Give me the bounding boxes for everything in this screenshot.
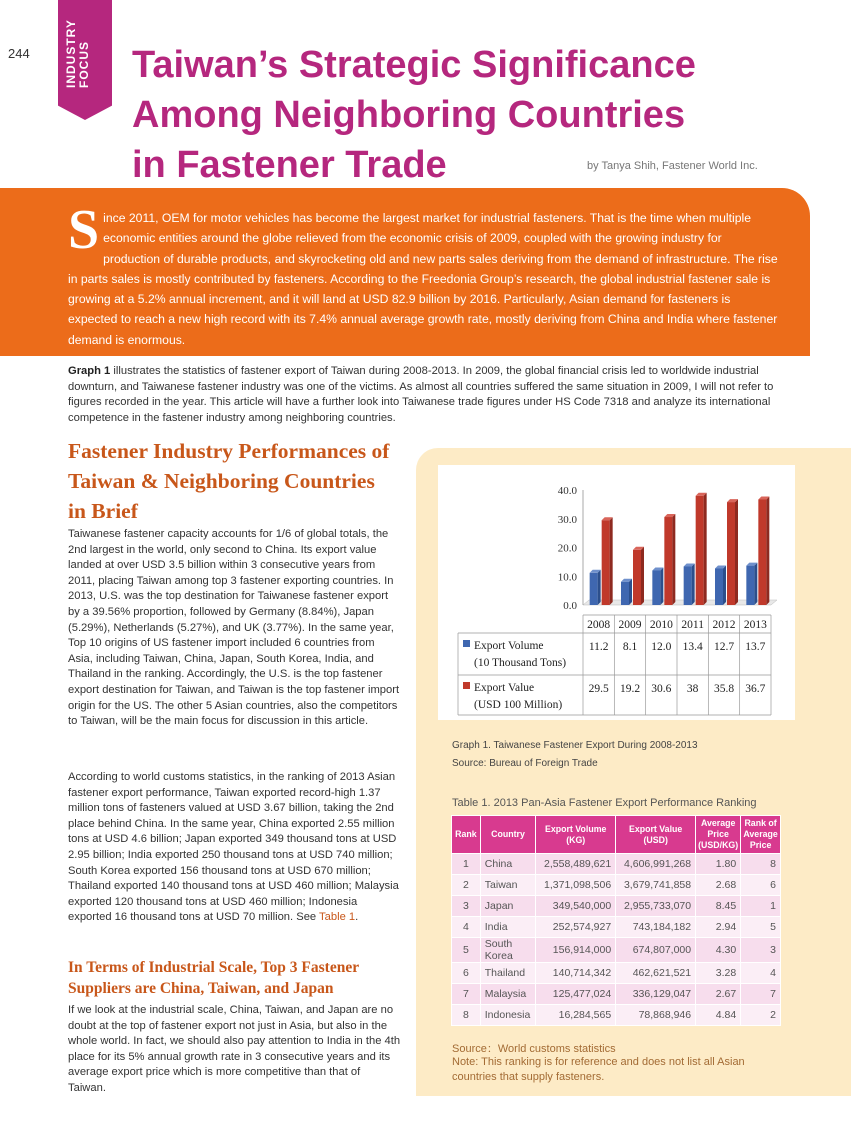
data-label: 19.2 xyxy=(619,683,641,695)
table-cell: 252,574,927 xyxy=(536,917,616,938)
x-tick-label: 2011 xyxy=(681,619,704,631)
bar xyxy=(715,568,723,605)
legend-sublabel: (10 Thousand Tons) xyxy=(474,657,567,669)
bar xyxy=(602,520,610,605)
table-cell: 2,558,489,621 xyxy=(536,854,616,875)
table-header-row xyxy=(452,816,781,854)
legend-swatch xyxy=(463,682,470,689)
data-label: 36.7 xyxy=(745,683,766,695)
table-cell: 5 xyxy=(452,938,481,963)
data-label: 12.7 xyxy=(713,641,735,653)
graph-caption: Graph 1. Taiwanese Fastener Export During 2008-2013 xyxy=(452,740,698,751)
table-cell: 1,371,098,506 xyxy=(536,875,616,896)
table-cell: 7 xyxy=(741,984,781,1005)
bar xyxy=(684,566,692,605)
section1-paragraph2 xyxy=(68,770,401,926)
table-cell: 3.28 xyxy=(696,963,741,984)
drop-cap: S xyxy=(68,199,100,261)
table-source: Source：World customs statistics xyxy=(452,1043,616,1055)
y-tick-label: 0.0 xyxy=(563,600,577,612)
table-cell: South Korea xyxy=(480,938,535,963)
title-line-1: Taiwan’s Strategic Significance xyxy=(132,44,696,86)
intro-banner-text xyxy=(68,199,778,350)
table-row xyxy=(452,875,781,896)
data-label: 13.4 xyxy=(682,641,703,653)
section1-heading: Fastener Industry Performances of Taiwan & Neighboring Countries in Brief xyxy=(68,439,390,523)
table-header-cell: Average Price (USD/KG) xyxy=(696,816,741,854)
table-cell: 8 xyxy=(741,854,781,875)
x-tick-label: 2012 xyxy=(712,619,736,631)
bar xyxy=(590,573,598,605)
table-cell: Thailand xyxy=(480,963,535,984)
bar xyxy=(696,496,704,605)
table-cell: 2,955,733,070 xyxy=(616,896,696,917)
graph-source: Source: Bureau of Foreign Trade xyxy=(452,758,598,769)
y-tick-label: 30.0 xyxy=(557,513,577,526)
section1-paragraph2-end: . xyxy=(355,911,359,924)
table-reference-link[interactable]: Table 1 xyxy=(319,911,356,924)
table-cell: 462,621,521 xyxy=(616,963,696,984)
table-cell: 2.68 xyxy=(696,875,741,896)
x-tick-label: 2013 xyxy=(743,619,767,631)
table-cell: 8.45 xyxy=(696,896,741,917)
section2-paragraph: If we look at the industrial scale, China, Taiwan, and Japan are no doubt at the top of fastener export not just in Asia, but also in the whole world. In fact, we should also pay attention to India in the 4th place for its 5% annual growth rate in 3 consecutive years and its average export price which is more competitive than that of Taiwan. xyxy=(68,1004,401,1094)
data-label: 30.6 xyxy=(651,683,672,695)
byline: by Tanya Shih, Fastener World Inc. xyxy=(587,160,758,172)
table-header-cell: Export Value (USD) xyxy=(616,816,696,854)
bar xyxy=(727,502,735,605)
table-cell: 8 xyxy=(452,1005,481,1026)
title-line-2: Among Neighboring Countries xyxy=(132,94,686,136)
table-cell: 743,184,182 xyxy=(616,917,696,938)
table-row xyxy=(452,854,781,875)
table-cell: 7 xyxy=(452,984,481,1005)
graph-reference: Graph 1 xyxy=(68,365,111,377)
table-cell: 3,679,741,858 xyxy=(616,875,696,896)
data-label: 35.8 xyxy=(713,683,735,695)
bar-side xyxy=(629,579,632,605)
table-row xyxy=(452,984,781,1005)
table-cell: India xyxy=(480,917,535,938)
table-cell: 125,477,024 xyxy=(536,984,616,1005)
table-header-cell: Rank xyxy=(452,816,481,854)
intro-banner-body: ince 2011, OEM for motor vehicles has become the largest market for industrial fasteners. That is the time when multiple economic entities around the globe relieved from the economic crisis of 2009, coupled with the growing industry for production of durable products, and skyrocketing old and new parts sales deriving from the demand of infrastructure. The rise in parts sales is mostly contributed by fasteners. According to the Freedonia Group’s research, the global industrial fastener sale is growing at a 5.2% annual increment, and it will land at USD 82.9 billion by 2016. Particularly, Asian demand for fasteners is expected to reach a new high record with its 7.4% annual average growth rate, mostly deriving from China and India where fastener demand is enormous. xyxy=(68,211,778,347)
data-label: 12.0 xyxy=(651,641,672,653)
bar xyxy=(652,571,660,606)
data-label: 13.7 xyxy=(745,641,766,653)
table-cell: 2 xyxy=(452,875,481,896)
bar-side xyxy=(692,563,695,605)
table-note: Note: This ranking is for reference and does not list all Asian countries that supply fasteners. xyxy=(452,1056,745,1083)
table-cell: 3 xyxy=(741,938,781,963)
bar xyxy=(758,499,766,605)
table-row xyxy=(452,1005,781,1026)
x-tick-label: 2010 xyxy=(649,619,673,631)
table-cell: 3 xyxy=(452,896,481,917)
y-tick-label: 10.0 xyxy=(557,571,577,584)
table-cell: Japan xyxy=(480,896,535,917)
table-cell: 140,714,342 xyxy=(536,963,616,984)
table-cell: 6 xyxy=(741,875,781,896)
table-cell: 78,868,946 xyxy=(616,1005,696,1026)
page-number: 244 xyxy=(8,46,30,61)
legend-label: Export Value xyxy=(474,682,535,694)
bar-side xyxy=(598,570,601,605)
table-header-cell: Export Volume (KG) xyxy=(536,816,616,854)
intro-paragraph xyxy=(68,364,786,426)
title-line-3: in Fastener Trade xyxy=(132,144,447,186)
table-cell: 6 xyxy=(452,963,481,984)
legend-sublabel: (USD 100 Million) xyxy=(474,699,563,711)
table-cell: 156,914,000 xyxy=(536,938,616,963)
bar-side xyxy=(754,563,757,605)
data-label: 11.2 xyxy=(588,641,609,653)
x-tick-label: 2008 xyxy=(587,619,611,631)
table-cell: 4.30 xyxy=(696,938,741,963)
bar xyxy=(633,550,641,605)
export-chart xyxy=(438,465,795,720)
table-cell: 1.80 xyxy=(696,854,741,875)
table-header-cell: Rank of Average Price xyxy=(741,816,781,854)
table-cell: 4 xyxy=(452,917,481,938)
ranking-table xyxy=(451,815,781,1026)
table-cell: 2 xyxy=(741,1005,781,1026)
bar-side xyxy=(672,514,675,605)
table-cell: 336,129,047 xyxy=(616,984,696,1005)
legend-label: Export Volume xyxy=(474,640,544,652)
section-tab-label xyxy=(65,8,91,88)
section1-paragraph2-body: According to world customs statistics, in the ranking of 2013 Asian fastener export performance, Taiwan exported record-high 1.37 million tons of fasteners valued at USD 3.67 billion, taking the 2nd place behind China. In the same year, China exported 2.55 million tons at USD 4.6 billion; Japan exported 349 thousand tons at USD 2.95 billion; India exported 250 thousand tons at USD 740 million; South Korea exported 156 thousand tons at USD 670 million; Thailand exported 140 thousand tons at USD 460 million; Malaysia exported 120 thousand tons at USD 460 million; Indonesia exported 16 thousand tons at USD 70 million. See xyxy=(68,771,399,924)
table-cell: 4,606,991,268 xyxy=(616,854,696,875)
section1-paragraph1: Taiwanese fastener capacity accounts for 1/6 of global totals, the 2nd largest in the world, only second to China. Its export value landed at over USD 3.5 billion within 3 consecutive years from 2011, placing Taiwan among top 3 fastener exporting countries. In 2013, U.S. was the top destination for Taiwanese fastener export by a 39.56% proportion, followed by Germany (8.84%), Japan (5.29%), Netherlands (5.27%), and UK (3.77%). In the same year, Top 10 origins of US fastener import included 6 countries from Asia, including Taiwan, China, Japan, South Korea, India, and Thailand in the ranking. Accordingly, the U.S. is the top fastener export destination for Taiwan, and Taiwan is the top fastener import origin for the US. The other 5 Asian countries, also the competitors to Taiwan, will be the main focus for discussion in this article. xyxy=(68,528,400,728)
table-title: Table 1. 2013 Pan-Asia Fastener Export Performance Ranking xyxy=(452,797,757,809)
bar-side xyxy=(660,568,663,606)
table-cell: 349,540,000 xyxy=(536,896,616,917)
table-cell: Indonesia xyxy=(480,1005,535,1026)
table-cell: 5 xyxy=(741,917,781,938)
bar-side xyxy=(704,493,707,605)
table-header-cell: Country xyxy=(480,816,535,854)
table-cell: 2.94 xyxy=(696,917,741,938)
data-label: 29.5 xyxy=(588,683,609,695)
table-cell: 1 xyxy=(741,896,781,917)
bar-side xyxy=(766,496,769,605)
table-row xyxy=(452,963,781,984)
bar-side xyxy=(735,499,738,605)
legend-swatch xyxy=(463,640,470,647)
section-tab-line2: FOCUS xyxy=(77,41,91,88)
y-tick-label: 20.0 xyxy=(557,542,577,555)
data-label: 8.1 xyxy=(622,641,638,653)
bar-side xyxy=(723,565,726,605)
y-tick-label: 40.0 xyxy=(557,485,577,497)
table-row xyxy=(452,917,781,938)
table-cell: 1 xyxy=(452,854,481,875)
table-cell: 4.84 xyxy=(696,1005,741,1026)
bar xyxy=(746,566,754,605)
data-label: 38 xyxy=(686,683,699,695)
intro-paragraph-body: illustrates the statistics of fastener export of Taiwan during 2008-2013. In 2009, the global financial crisis led to worldwide industrial downturn, and Taiwanese fastener industry was one of the victims. As almost all countries suffered the same situation in 2009, I will not refer to figures recorded in the year. This article will have a further look into Taiwanese trade figures under HS Code 7318 and analyze its international competence in the fastener industry among neighboring countries. xyxy=(68,365,774,424)
bar-side xyxy=(610,517,613,605)
table-cell: 16,284,565 xyxy=(536,1005,616,1026)
bar-side xyxy=(641,547,644,605)
table-cell: Malaysia xyxy=(480,984,535,1005)
section-tab-line1: INDUSTRY xyxy=(64,19,78,88)
table-cell: 2.67 xyxy=(696,984,741,1005)
bar xyxy=(664,517,672,605)
table-cell: 674,807,000 xyxy=(616,938,696,963)
table-body xyxy=(452,854,781,1026)
x-tick-label: 2009 xyxy=(618,619,642,631)
section2-heading: In Terms of Industrial Scale, Top 3 Fastener Suppliers are China, Taiwan, and Japan xyxy=(68,959,359,997)
table-row xyxy=(452,896,781,917)
table-cell: Taiwan xyxy=(480,875,535,896)
graph-1-box xyxy=(438,465,795,720)
table-cell: China xyxy=(480,854,535,875)
bar xyxy=(621,582,629,605)
table-row xyxy=(452,938,781,963)
table-cell: 4 xyxy=(741,963,781,984)
